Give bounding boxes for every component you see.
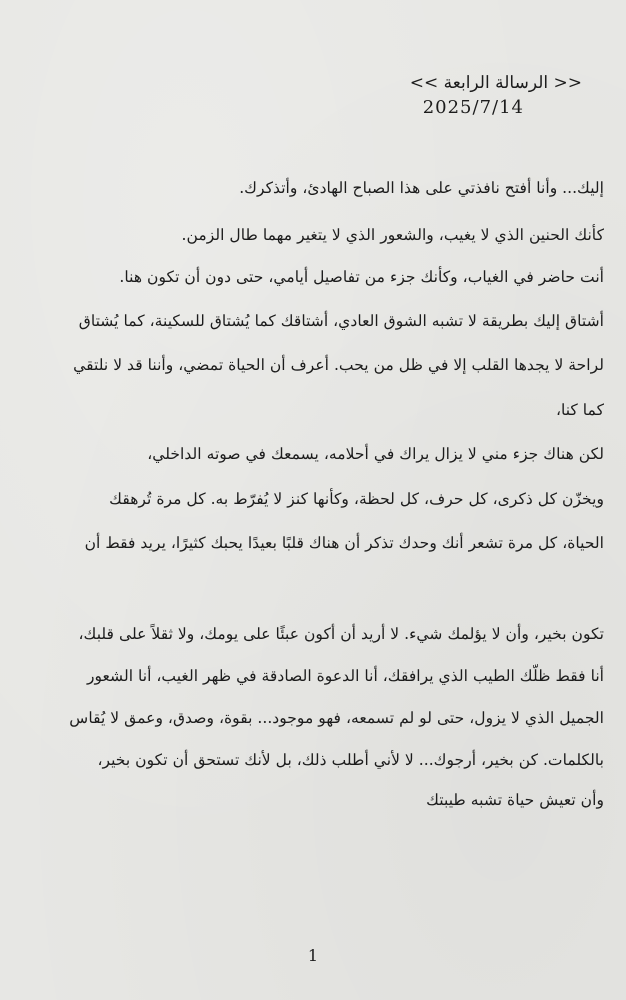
body-line: تكون بخير، وأن لا يؤلمك شيء. لا أريد أن أكون عبئًا على يومك، ولا ثقلاً على قلبك، [78,625,604,643]
body-line: الحياة، كل مرة تشعر أنك وحدك تذكر أن هناك قلبًا بعيدًا يحبك كثيرًا، يريد فقط أن [84,534,604,552]
body-line: كأنك الحنين الذي لا يغيب، والشعور الذي لا يتغير مهما طال الزمن. [181,226,604,244]
body-line: لكن هناك جزء مني لا يزال يراك في أحلامه، يسمعك في صوته الداخلي، [147,445,604,463]
body-line: أنا فقط ظلّك الطيب الذي يرافقك، أنا الدعوة الصادقة في ظهر الغيب، أنا الشعور [86,667,604,685]
body-line: وأن تعيش حياة تشبه طيبتك [426,791,604,809]
letter-date: 2025/7/14 [422,97,524,118]
body-line: لراحة لا يجدها القلب إلا في ظل من يحب. أعرف أن الحياة تمضي، وأننا قد لا نلتقي [73,356,604,374]
body-line: ويخزّن كل ذكرى، كل حرف، كل لحظة، وكأنها كنز لا يُفرّط به. كل مرة تُرهقك [109,490,604,508]
body-line: كما كنا، [555,401,604,419]
body-line: أنت حاضر في الغياب، وكأنك جزء من تفاصيل أيامي، حتى دون أن تكون هنا. [119,268,604,286]
body-line: بالكلمات. كن بخير، أرجوك... لا لأني أطلب ذلك، بل لأنك تستحق أن تكون بخير، [97,751,604,769]
body-line: أشتاق إليك بطريقة لا تشبه الشوق العادي، أشتاقك كما يُشتاق للسكينة، كما يُشتاق [78,312,604,330]
letter-title: << الرسالة الرابعة >> [409,73,582,93]
page-number: 1 [307,946,319,965]
body-line: الجميل الذي لا يزول، حتى لو لم تسمعه، فهو موجود... بقوة، وصدق، وعمق لا يُقاس [69,709,604,727]
body-line: إليك... وأنا أفتح نافذتي على هذا الصباح الهادئ، وأتذكرك. [239,179,604,197]
letter-header [286,70,586,120]
